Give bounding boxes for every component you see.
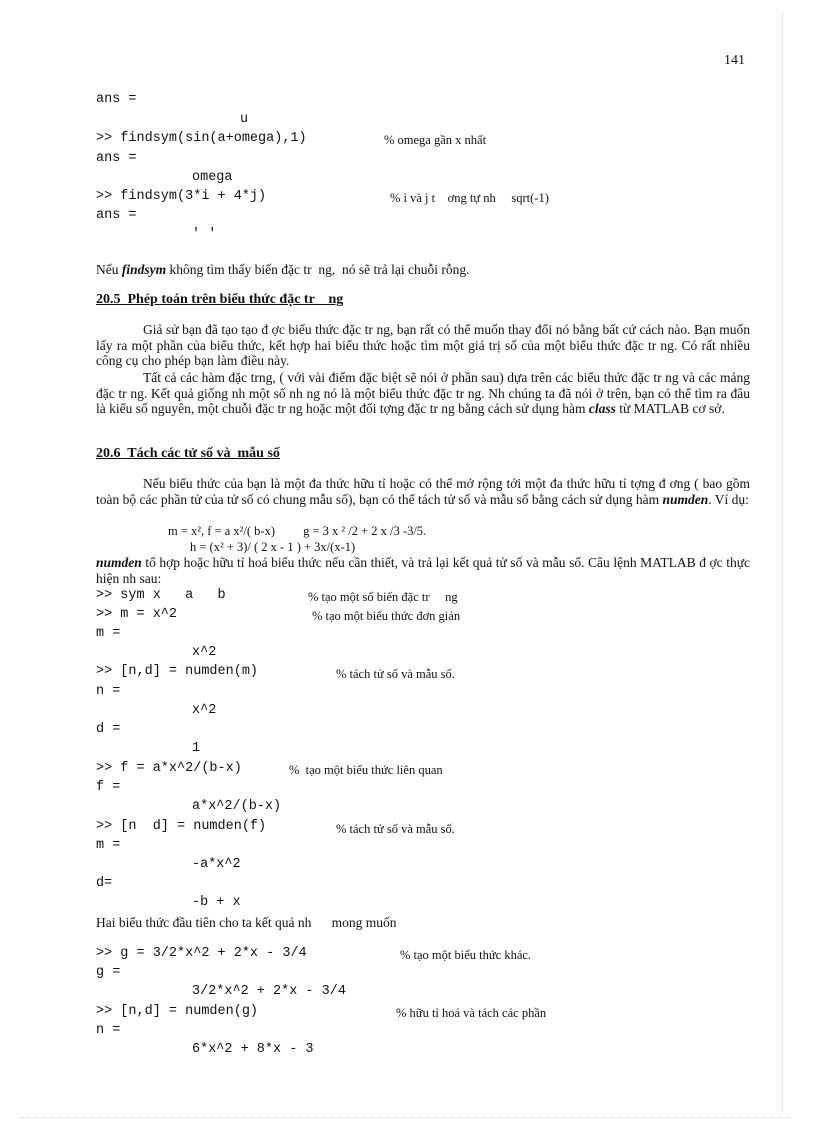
code-line: >> findsym(sin(a+omega),1)	[96, 131, 307, 146]
code-comment: % hữu tỉ hoá và tách các phần	[396, 1006, 547, 1020]
code-comment: % tách tử số và mẫu số.	[336, 667, 455, 681]
para-keyword: numden	[662, 491, 709, 507]
code-line: >> [n d] = numden(f)	[96, 819, 267, 834]
code-line: >> m = x^2	[96, 607, 178, 622]
para-keyword: class	[588, 401, 616, 416]
section-20-6-para-2	[96, 555, 750, 586]
code-line: f =	[96, 780, 121, 795]
section-heading-20-6: 20.6 Tách các tử số và mẫu số	[96, 446, 280, 461]
code-line: >> [n,d] = numden(m)	[96, 664, 259, 679]
code-line: m =	[96, 626, 121, 641]
code-line: >> f = a*x^2/(b-x)	[96, 761, 242, 776]
code-line: d=	[96, 876, 113, 891]
code-comment: % tạo một biểu thức đơn giản	[312, 609, 461, 623]
code-output: 1	[192, 741, 201, 756]
code-output: x^2	[192, 703, 217, 718]
code-line: >> [n,d] = numden(g)	[96, 1004, 259, 1019]
code-output: -b + x	[192, 895, 241, 910]
para-keyword: numden	[96, 555, 142, 570]
code-comment: % tạo một biểu thức liên quan	[289, 763, 443, 777]
code-line: m =	[96, 838, 121, 853]
code-line: >> findsym(3*i + 4*j)	[96, 189, 267, 204]
para-text: Tất cả các hàm đặc trng, ( với vài điểm đặc biệt sẽ nói ở phần sau) dựa trên các biểu thức đặc tr ng và các mảng đặc tr ng. Kết quả giống nh một số nh ng nó là một biểu thức đặc tr ng. Nh chúng ta đã nói ở trên, bạn có thể tìm ra đâu là kiểu số nguyên, một chuỗi đặc tr ng hoặc một đối tợng đặc tr ng bằng cách sử dụng hàm	[96, 370, 750, 416]
section-20-5-para-1: Giả sử bạn đã tạo tạo đ ợc biểu thức đặc tr ng, bạn rất có thể muốn thay đổi nó bằng bất cứ cách nào. Bạn muốn lấy ra một phần của biểu thức, kết hợp hai biểu thức hoặc tìm một giá trị số của một biểu thức đặc tr ng. Có rất nhiều công cụ cho phép bạn làm điều này.	[96, 322, 750, 368]
code-comment: % tạo một số biến đặc tr ng	[308, 590, 458, 604]
code-output: -a*x^2	[192, 857, 241, 872]
code-output: x^2	[192, 645, 217, 660]
code-line: ans =	[96, 151, 137, 166]
code-comment: % tạo một biểu thức khác.	[400, 948, 532, 962]
page-border-right	[782, 12, 783, 1112]
code-output: ' '	[192, 227, 217, 242]
findsym-note	[96, 262, 469, 278]
result-note: Hai biểu thức đầu tiên cho ta kết quả nh mong muốn	[96, 915, 397, 930]
code-line: >> sym x a b	[96, 588, 226, 603]
section-20-6-para-1	[96, 476, 750, 507]
page-border-bottom	[20, 1117, 790, 1118]
note-keyword: findsym	[121, 262, 167, 277]
code-output: a*x^2/(b-x)	[192, 799, 282, 814]
code-output: 3/2*x^2 + 2*x - 3/4	[192, 984, 346, 999]
code-line: d =	[96, 722, 121, 737]
code-output: 6*x^2 + 8*x - 3	[192, 1042, 314, 1057]
formula-line-1: m = x², f = a x²/( b-x) g = 3 x ² /2 + 2 x /3 -3/5.	[168, 524, 427, 538]
code-line: ans =	[96, 92, 137, 107]
para-text: Nếu biểu thức của bạn là một đa thức hữu tỉ hoặc có thể mở rộng tới một đa thức hữu tỉ tợng đ ơng ( bao gồm toàn bộ các phần tử của tử số có chung mẫu số), bạn có thể tách tử số và mẫu số bằng cách sử dụng hàm	[96, 476, 750, 507]
code-output: u	[240, 112, 249, 127]
para-text: . Ví dụ:	[708, 491, 749, 507]
para-text: tổ hợp hoặc hữu tỉ hoá biểu thức nếu cần thiết, và trả lại kết quả tử số và mẫu số. Câu lệnh MATLAB đ ợc thực hiện nh sau:	[96, 555, 750, 586]
note-prefix: Nếu	[96, 262, 122, 277]
code-output: omega	[192, 170, 233, 185]
note-suffix: không tìm thấy biến đặc tr ng, nó sẽ trả lại chuỗi rỗng.	[166, 262, 470, 277]
code-comment: % tách tử số và mẫu số.	[336, 822, 455, 836]
code-line: n =	[96, 684, 121, 699]
code-line: ans =	[96, 208, 137, 223]
page-number: 141	[724, 53, 745, 68]
section-heading-20-5: 20.5 Phép toán trên biểu thức đặc tr ng	[96, 292, 344, 307]
code-line: g =	[96, 965, 121, 980]
code-comment: % omega gần x nhất	[384, 133, 487, 147]
formula-line-2: h = (x² + 3)/ ( 2 x - 1 ) + 3x/(x-1)	[190, 540, 356, 554]
code-comment: % i và j t ơng tự nh sqrt(-1)	[390, 191, 549, 205]
code-line: n =	[96, 1023, 121, 1038]
para-text: từ MATLAB cơ sở.	[615, 401, 725, 416]
section-20-5-para-2	[96, 370, 750, 417]
code-line: >> g = 3/2*x^2 + 2*x - 3/4	[96, 946, 307, 961]
